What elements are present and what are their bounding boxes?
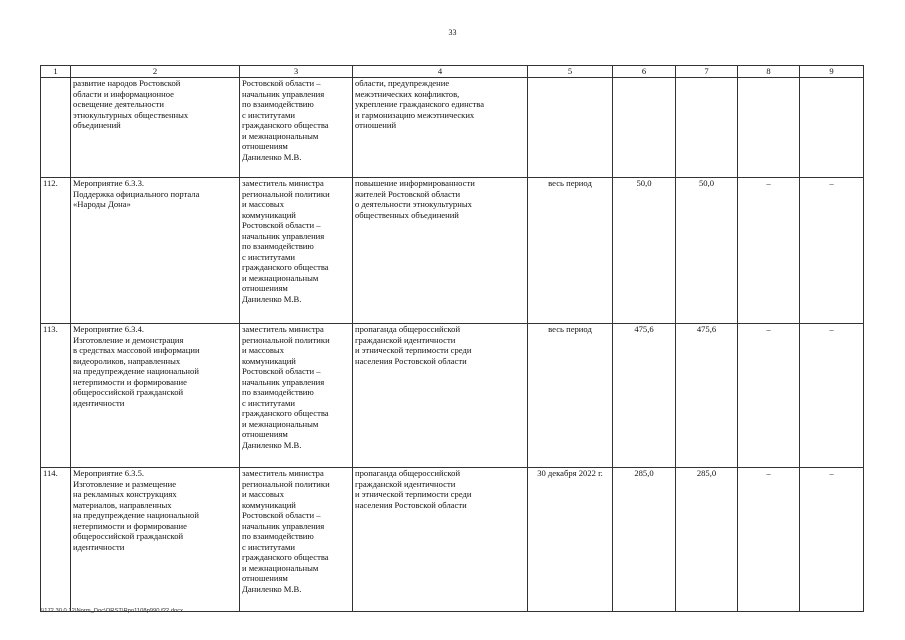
responsible-executor: заместитель министра региональной политики и массовых коммуникаций Ростовской области – начальник управления по взаимодействию с институтами гражданского общества и межнациональным отношениям Даниленко М.В.: [240, 324, 353, 468]
document-file-path: \\172.30.0.12\Norm_Doc\ORST\Rpo1108p990.f22.docx: [41, 608, 184, 614]
responsible-executor: заместитель министра региональной политики и массовых коммуникаций Ростовской области – начальник управления по взаимодействию с институтами гражданского общества и межнациональным отношениям Даниленко М.В.: [240, 468, 353, 612]
cell-col8: [738, 78, 800, 178]
cell-col9: –: [800, 468, 864, 612]
column-number: 5: [528, 66, 613, 78]
responsible-executor: Ростовской области – начальник управления по взаимодействию с институтами гражданского общества и межнациональным отношениям Даниленко М.В.: [240, 78, 353, 178]
cell-col8: –: [738, 468, 800, 612]
column-number-row: [41, 66, 864, 78]
column-number: 3: [240, 66, 353, 78]
expected-result: пропаганда общероссийской гражданской идентичности и этнической терпимости среди населения Ростовской области: [353, 468, 528, 612]
table-row: [41, 324, 864, 468]
table-row: [41, 178, 864, 324]
measure-name: Мероприятие 6.3.5. Изготовление и размещение на рекламных конструкциях материалов, направленных на предупреждение национальной нетерпимости и формирование общероссийской гражданской идентичности: [71, 468, 240, 612]
expected-result: повышение информированности жителей Ростовской области о деятельности этнокультурных общественных объединений: [353, 178, 528, 324]
implementation-term: весь период: [528, 178, 613, 324]
cell-col6: 50,0: [613, 178, 676, 324]
implementation-term: 30 декабря 2022 г.: [528, 468, 613, 612]
cell-col8: –: [738, 324, 800, 468]
column-number: 9: [800, 66, 864, 78]
table-row: [41, 78, 864, 178]
implementation-term: [528, 78, 613, 178]
cell-col6: 285,0: [613, 468, 676, 612]
column-number: 7: [676, 66, 738, 78]
measures-table: [40, 65, 864, 612]
row-number: [41, 78, 71, 178]
column-number: 4: [353, 66, 528, 78]
expected-result: пропаганда общероссийской гражданской идентичности и этнической терпимости среди населения Ростовской области: [353, 324, 528, 468]
measure-name: развитие народов Ростовской области и информационное освещение деятельности этнокультурных общественных объединений: [71, 78, 240, 178]
cell-col9: [800, 78, 864, 178]
cell-col8: –: [738, 178, 800, 324]
cell-col9: –: [800, 324, 864, 468]
row-number: 113.: [41, 324, 71, 468]
expected-result: области, предупреждение межэтнических конфликтов, укрепление гражданского единства и гармонизацию межэтнических отношений: [353, 78, 528, 178]
table-row: [41, 468, 864, 612]
page-number: 33: [448, 28, 457, 37]
cell-col7: [676, 78, 738, 178]
implementation-term: весь период: [528, 324, 613, 468]
cell-col7: 285,0: [676, 468, 738, 612]
column-number: 2: [71, 66, 240, 78]
cell-col6: [613, 78, 676, 178]
cell-col7: 475,6: [676, 324, 738, 468]
row-number: 112.: [41, 178, 71, 324]
cell-col9: –: [800, 178, 864, 324]
measure-name: Мероприятие 6.3.3. Поддержка официального портала «Народы Дона»: [71, 178, 240, 324]
column-number: 6: [613, 66, 676, 78]
measure-name: Мероприятие 6.3.4. Изготовление и демонстрация в средствах массовой информации видеороликов, направленных на предупреждение национальной нетерпимости и формирование общероссийской гражданской идентичности: [71, 324, 240, 468]
column-number: 1: [41, 66, 71, 78]
cell-col7: 50,0: [676, 178, 738, 324]
column-number: 8: [738, 66, 800, 78]
responsible-executor: заместитель министра региональной политики и массовых коммуникаций Ростовской области – начальник управления по взаимодействию с институтами гражданского общества и межнациональным отношениям Даниленко М.В.: [240, 178, 353, 324]
row-number: 114.: [41, 468, 71, 612]
cell-col6: 475,6: [613, 324, 676, 468]
